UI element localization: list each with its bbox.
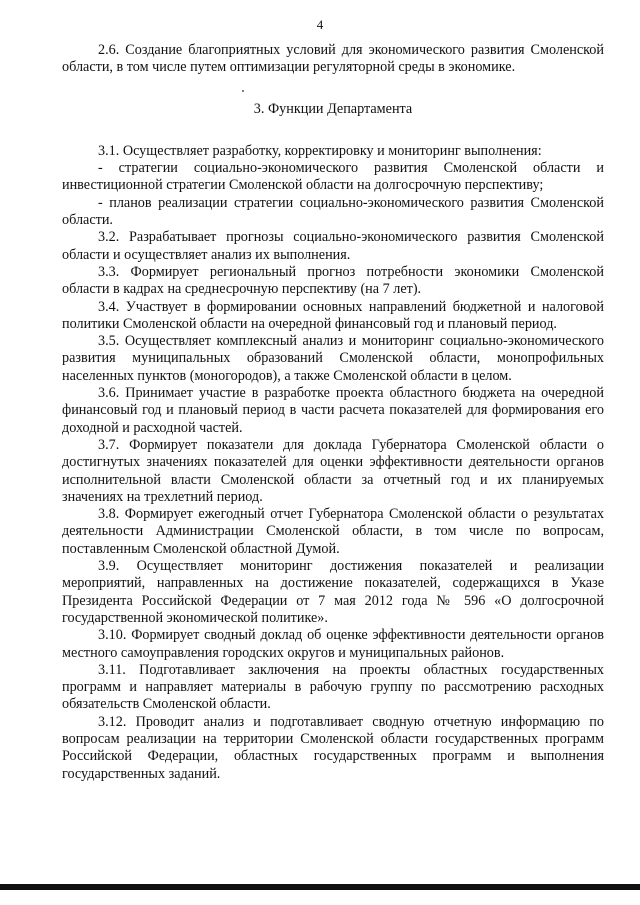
paragraph-2-6: 2.6. Создание благоприятных условий для экономического развития Смоленской области, в том числе путем оптимизации регуляторной среды в экономике. [62, 42, 604, 76]
document-body [62, 42, 604, 783]
scan-edge-bar [0, 884, 640, 890]
paragraph-3-1: 3.1. Осуществляет разработку, корректировку и мониторинг выполнения: [98, 142, 542, 159]
paragraph-3-5: 3.5. Осуществляет комплексный анализ и мониторинг социально-экономического развития муниципальных образований Смоленской области, монопрофильных населенных пунктов (моногородов), а также Смоленской области в целом. [62, 333, 604, 384]
paragraph-3-4: 3.4. Участвует в формировании основных направлений бюджетной и налоговой политики Смоленской области на очередной финансовый год и плановый период. [62, 298, 604, 332]
paragraph-3-2: 3.2. Разрабатывает прогнозы социально-экономического развития Смоленской области и осуществляет анализ их выполнения. [62, 229, 604, 263]
paragraph-3-10: 3.10. Формирует сводный доклад об оценке эффективности деятельности органов местного самоуправления городских округов и муниципальных районов. [62, 627, 604, 661]
paragraph-3-11: 3.11. Подготавливает заключения на проекты областных государственных программ и направляет материалы в рабочую группу по рассмотрению расходных обязательств Смоленской области. [62, 661, 604, 713]
paragraph-3-12: 3.12. Проводит анализ и подготавливает сводную отчетную информацию по вопросам реализации на территории Смоленской области государственных программ Российской Федерации, областных государственных программ и выполнения государственных заданий. [62, 713, 604, 782]
page-number: 4 [316, 17, 324, 32]
section-heading: 3. Функции Департамента [253, 100, 413, 117]
paragraph-3-3: 3.3. Формирует региональный прогноз потребности экономики Смоленской области в кадрах на среднесрочную перспективу (на 7 лет). [62, 263, 604, 298]
paragraph-3-6: 3.6. Принимает участие в разработке проекта областного бюджета на очередной финансовый год и плановый период в части расчета показателей для формирования его доходной и расходной частей. [62, 385, 604, 436]
paragraph-3-8: 3.8. Формирует ежегодный отчет Губернатора Смоленской области о результатах деятельности Администрации Смоленской области, в том числе по вопросам, поставленным Смоленской областной Думой. [62, 506, 604, 557]
paragraph-3-1-plans: - планов реализации стратегии социально-экономического развития Смоленской области. [62, 194, 604, 229]
paragraph-3-9: 3.9. Осуществляет мониторинг достижения показателей и реализации мероприятий, направленных на достижение показателей, содержащихся в Указе Президента Российской Федерации от 7 мая 2012 года № 596 «О долгосрочной государственной экономической политике». [62, 558, 604, 626]
scan-speck [242, 90, 244, 92]
paragraph-3-7: 3.7. Формирует показатели для доклада Губернатора Смоленской области о достигнутых значениях показателей для оценки эффективности деятельности органов исполнительной власти Смоленской области за отчетный год и их планируемых значениях на трехлетний период. [62, 436, 604, 505]
paragraph-3-1-strategy: - стратегии социально-экономического развития Смоленской области и инвестиционной стратегии Смоленской области на долгосрочную перспективу; [62, 160, 604, 194]
